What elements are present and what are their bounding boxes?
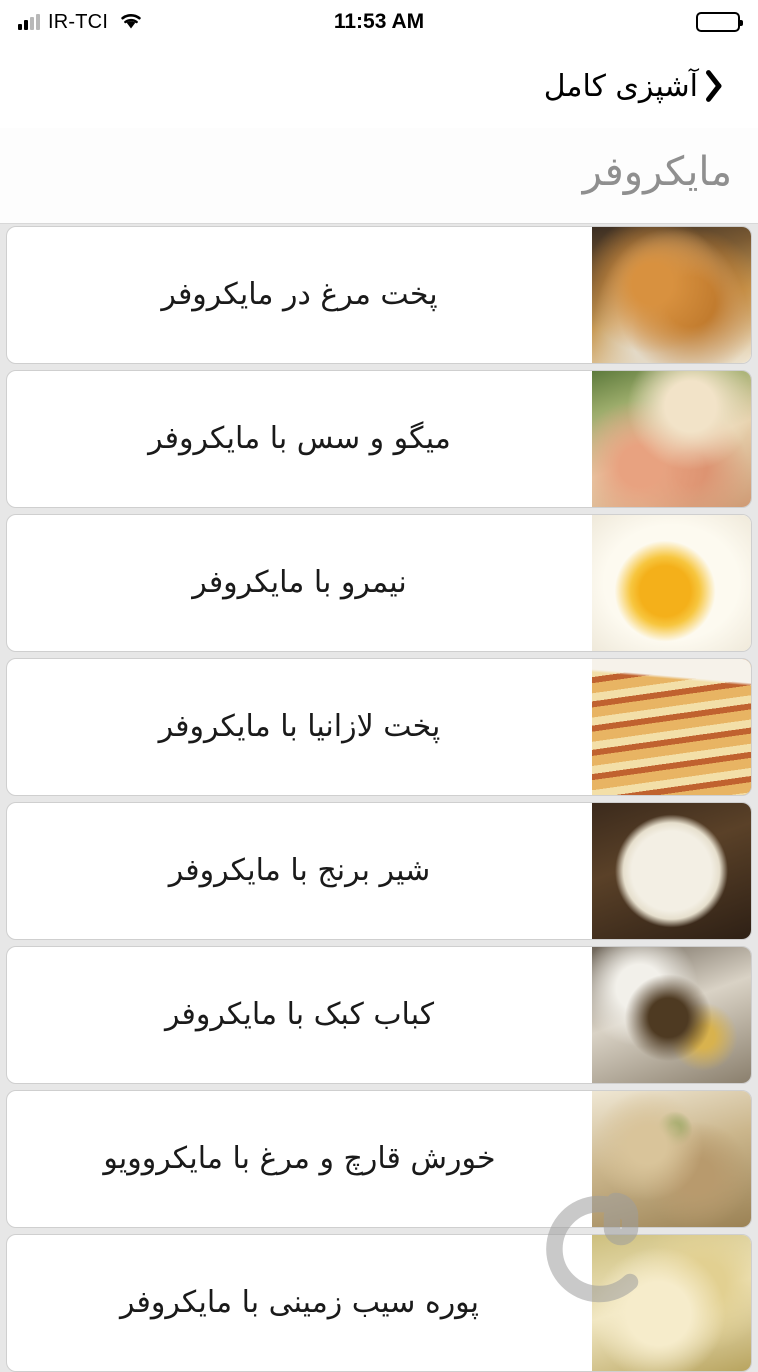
recipe-title: میگو و سس با مایکروفر [148, 420, 451, 456]
recipe-thumbnail [592, 659, 751, 795]
recipe-title: نیمرو با مایکروفر [192, 564, 407, 600]
signal-bars-icon [18, 14, 40, 30]
recipe-thumbnail [592, 1235, 751, 1371]
recipe-list-item[interactable] [6, 226, 752, 364]
recipe-title: پخت مرغ در مایکروفر [161, 276, 438, 312]
recipe-title: کباب کبک با مایکروفر [164, 996, 435, 1032]
recipe-thumbnail [592, 1091, 751, 1227]
recipe-list-item[interactable] [6, 802, 752, 940]
wifi-icon [118, 10, 144, 34]
recipe-list [0, 224, 758, 1372]
recipe-list-item[interactable] [6, 1234, 752, 1372]
back-button-label: آشپزی کامل [543, 68, 698, 104]
page-title: مایکروفر [582, 148, 732, 195]
recipe-list-item[interactable] [6, 370, 752, 508]
recipe-list-item[interactable] [6, 658, 752, 796]
status-bar [0, 0, 758, 44]
status-bar-right [696, 12, 740, 32]
battery-full-icon [696, 12, 740, 32]
recipe-thumbnail [592, 371, 751, 507]
section-header [0, 128, 758, 224]
recipe-thumbnail [592, 515, 751, 651]
recipe-title: خورش قارچ و مرغ با مایکروویو [103, 1140, 496, 1176]
carrier-label: IR-TCI [48, 10, 109, 33]
navigation-bar [0, 44, 758, 128]
chevron-back-icon [712, 66, 738, 106]
recipe-title: پوره سیب زمینی با مایکروفر [119, 1284, 480, 1320]
recipe-list-item[interactable] [6, 1090, 752, 1228]
recipe-thumbnail [592, 803, 751, 939]
clock-label: 11:53 AM [333, 10, 425, 33]
recipe-list-item[interactable] [6, 514, 752, 652]
recipe-list-item[interactable] [6, 946, 752, 1084]
status-bar-left [18, 10, 144, 34]
recipe-title: شیر برنج با مایکروفر [168, 852, 431, 888]
recipe-title: پخت لازانیا با مایکروفر [158, 708, 441, 744]
recipe-thumbnail [592, 947, 751, 1083]
recipe-thumbnail [592, 227, 751, 363]
back-button[interactable] [544, 66, 738, 106]
